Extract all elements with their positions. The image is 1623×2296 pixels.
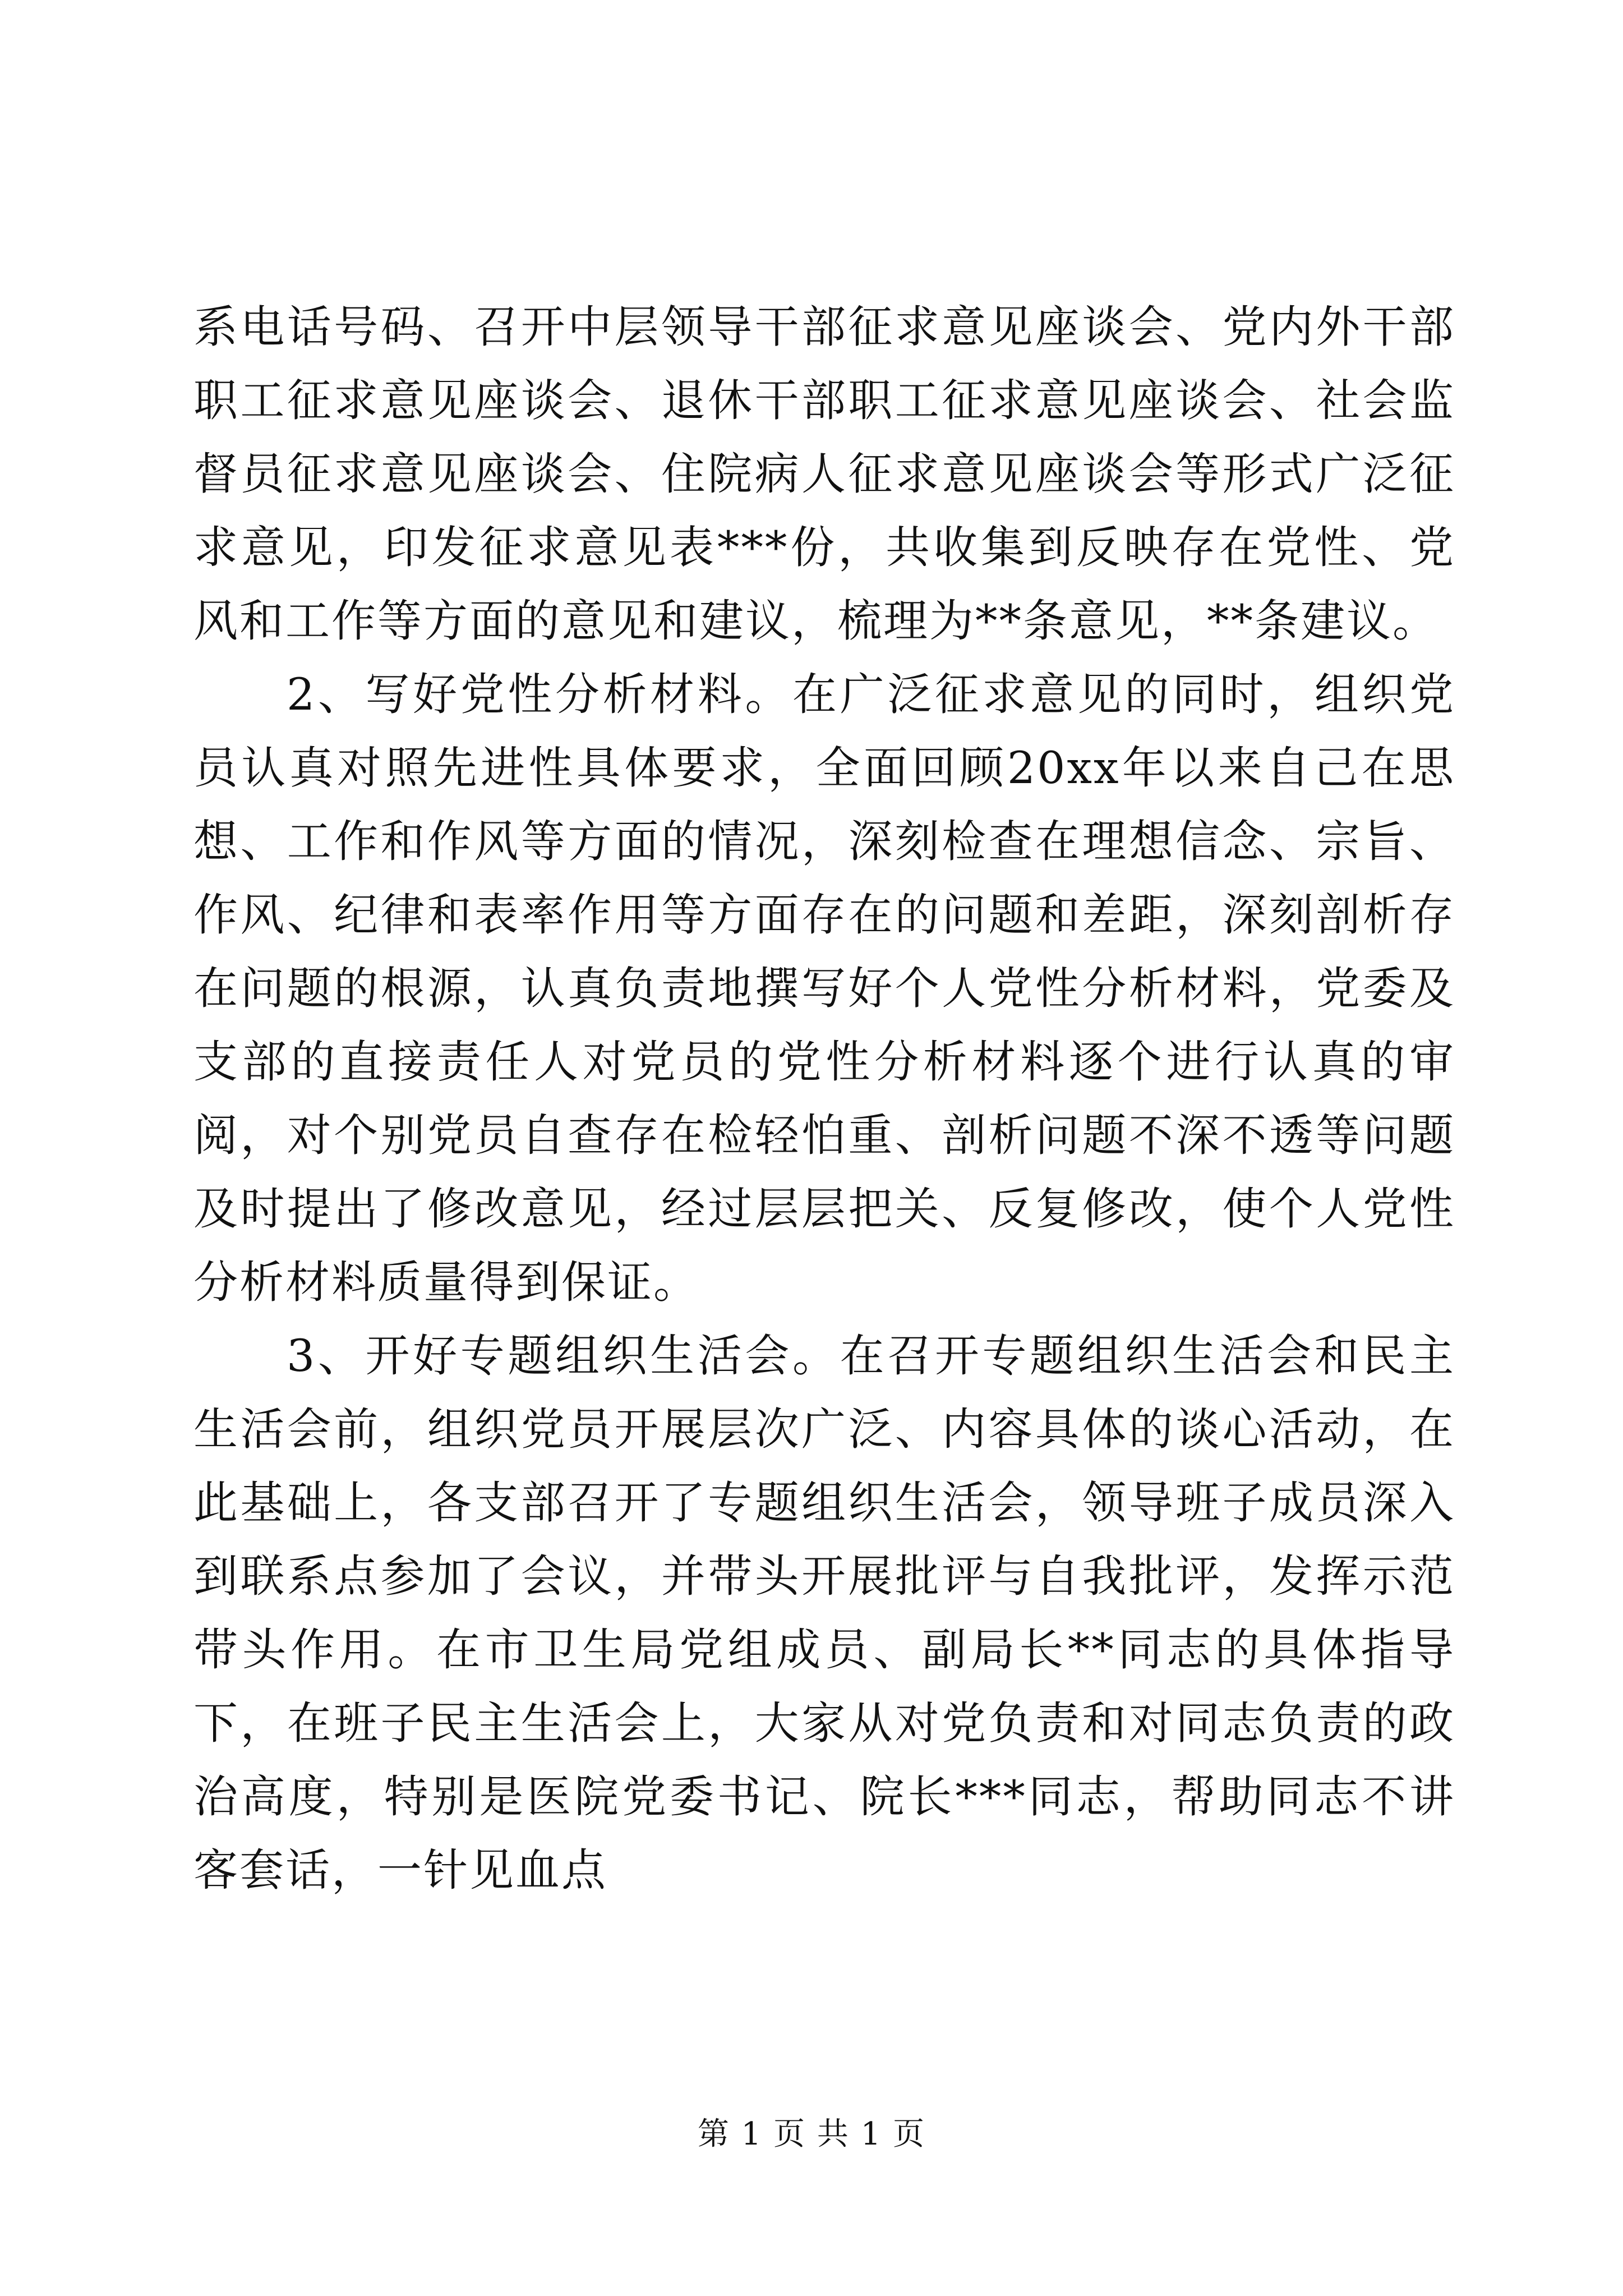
page-footer: 第 1 页 共 1 页 — [697, 2116, 926, 2152]
paragraph-party-analysis: 2、写好党性分析材料。在广泛征求意见的同时，组织党员认真对照先进性具体要求，全面回顾20xx年以来自己在思想、工作和作风等方面的情况，深刻检查在理想信念、宗旨、作风、纪律和表率作用等方面存在的问题和差距，深刻剖析存在问题的根源，认真负责地撰写好个人党性分析材料，党委及支部的直接责任人对党员的党性分析材料逐个进行认真的审阅，对个别党员自查存在检轻怕重、剖析问题不深不透等问题及时提出了修改意见，经过层层把关、反复修改，使个人党性分析材料质量得到保证。 — [193, 669, 1455, 1308]
document-body — [193, 291, 1455, 1907]
paragraph-life-meeting: 3、开好专题组织生活会。在召开专题组织生活会和民主生活会前，组织党员开展层次广泛、内容具体的谈心活动，在此基础上，各支部召开了专题组织生活会，领导班子成员深入到联系点参加了会议，并带头开展批评与自我批评，发挥示范带头作用。在市卫生局党组成员、副局长**同志的具体指导下，在班子民主生活会上，大家从对党负责和对同志负责的政治高度，特别是医院党委书记、院长***同志，帮助同志不讲客套话，一针见血点 — [193, 1330, 1455, 1896]
paragraph-continued: 系电话号码、召开中层领导干部征求意见座谈会、党内外干部职工征求意见座谈会、退休干部职工征求意见座谈会、社会监督员征求意见座谈会、住院病人征求意见座谈会等形式广泛征求意见，印发征求意见表***份，共收集到反映存在党性、党风和工作等方面的意见和建议，梳理为**条意见，**条建议。 — [193, 301, 1455, 647]
